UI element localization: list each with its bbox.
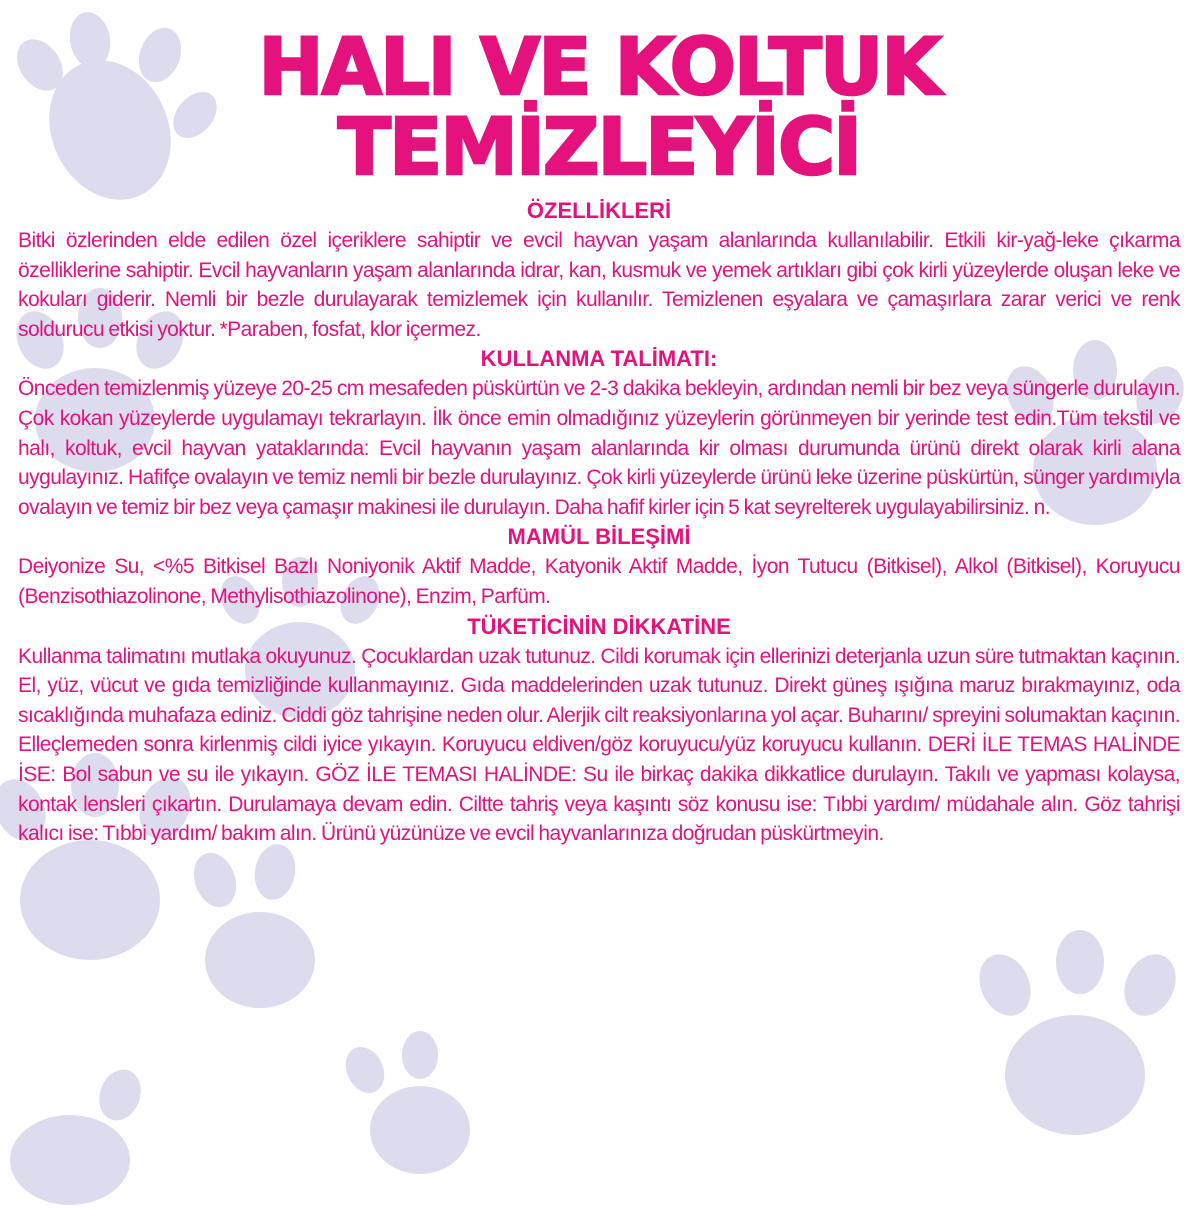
section-usage-instructions (18, 344, 1180, 522)
product-label (18, 23, 1180, 849)
section-consumer-warnings (18, 612, 1180, 849)
section-heading: MAMÜL BİLEŞİMİ (507, 524, 691, 550)
paw-print-icon (339, 1031, 470, 1174)
title-line-1: HALI VE KOLTUK (258, 23, 940, 113)
section-text: Deiyonize Su, <%5 Bitkisel Bazlı Noniyonik Aktif Madde, Katyonik Aktif Madde, İyon Tutucu (Bitkisel), Alkol (Bitkisel), Koruyucu (Benzisothiazolinone, Methylisothiazolinone), Enzim, Parfüm. (18, 555, 1180, 608)
section-heading: TÜKETİCİNİN DİKKATİNE (467, 613, 731, 639)
section-features (18, 196, 1180, 344)
section-text: Önceden temizlenmiş yüzeye 20-25 cm mesafeden püskürtün ve 2-3 dakika bekleyin, ardından nemli bir bez veya süngerle durulayın. Çok kokan yüzeylerde uygulamayı tekrarlayın. İlk önce emin olmadığınız yüzeylerin görünmeyen bir yerinde test edin.Tüm tekstil ve halı, koltuk, evcil hayvan yataklarında: Evcil hayvanın yaşam alanlarında kir olması durumunda ürünü direkt olarak kirli alana uygulayınız. Hafifçe ovalayın ve temiz nemli bir bezle durulayınız. Çok kirli yüzeylerde ürünü leke üzerine püskürtün, sünger yardımıyla ovalayın ve temiz bir bez veya çamaşır makinesi ile durulayın. Daha hafif kirler için 5 kat seyrelterek uygulayabilirsiniz. n. (18, 377, 1180, 519)
section-text: Kullanma talimatını mutlaka okuyunuz. Çocuklardan uzak tutunuz. Cildi korumak için ellerinizi deterjanla uzun süre tutmaktan kaçının. El, yüz, vücut ve gıda temizliğinde kullanmayınız. Gıda maddelerinden uzak tutunuz. Direkt güneş ışığına maruz bırakmayınız, oda sıcaklığında muhafaza ediniz. Ciddi göz tahrişine neden olur. Alerjik cilt reaksiyonlarına yol açar. Buharını/ spreyini solumaktan kaçının. Elleçlemeden sonra kirlenmiş cildi iyice yıkayın. Koruyucu eldiven/göz koruyucu/yüz koruyucu kullanın. DERİ İLE TEMAS HALİNDE İSE: Bol sabun ve su ile yıkayın. GÖZ İLE TEMASI HALİNDE: Su ile birkaç dakika dikkatlice durulayın. Takılı ve yapması kolaysa, kontak lensleri çıkartın. Durulamaya devam edin. Ciltte tahriş veya kaşıntı söz konusu ise: Tıbbi yardım/ müdahale alın. Göz tahrişi kalıcı ise: Tıbbi yardım/ bakım alın. Ürünü yüzünüze ve evcil hayvanlarınıza doğrudan püskürtmeyin. (18, 644, 1180, 846)
page-title (18, 23, 1180, 193)
paw-print-icon (970, 930, 1186, 1135)
section-heading: ÖZELLİKLERİ (526, 198, 672, 223)
section-heading: KULLANMA TALİMATI: (480, 346, 718, 372)
paw-print-icon (10, 1064, 148, 1205)
title-line-2: TEMİZLEYİCİ (337, 103, 861, 193)
paw-print-icon (187, 841, 315, 1008)
section-text: Bitki özlerinden elde edilen özel içeriklere sahiptir ve evcil hayvan yaşam alanlarında kullanılabilir. Etkili kir-yağ-leke çıkarma özelliklerine sahiptir. Evcil hayvanların yaşam alanlarında idrar, kan, kusmuk ve yemek artıkları gibi çok kirli yüzeylerde oluşan leke ve kokuları giderir. Nemli bir bezle durulayarak temizlemek için kullanılır. Temizlenen eşyalara ve çamaşırlara zarar verici ve renk soldurucu etkisi yoktur. *Paraben, fosfat, klor içermez. (18, 229, 1180, 341)
section-composition (18, 522, 1180, 611)
